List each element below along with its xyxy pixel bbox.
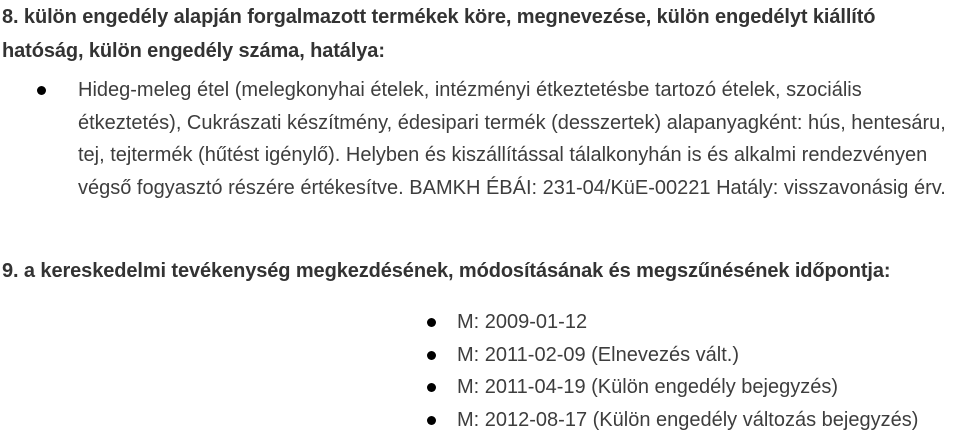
- section-8-heading: 8. külön engedély alapján forgalmazott termékek köre, megnevezése, külön engedélyt kiállító hatóság, külön engedély száma, hatálya:: [2, 0, 952, 68]
- bullet-icon: [427, 416, 436, 425]
- list-item: [0, 339, 960, 372]
- bullet-icon: [427, 318, 436, 327]
- list-item: [0, 74, 960, 204]
- list-item-text: Hideg-meleg étel (melegkonyhai ételek, intézményi étkeztetésbe tartozó ételek, szociális étkeztetés), Cukrászati készítmény, édesipari termék (desszertek) alapanyagként: hús, hentesáru, tej, tejtermék (hűtést igénylő). Helyben és kiszállítással tálalkonyhán is és alkalmi rendezvényen végső fogyasztó részére értékesítve. BAMKH ÉBÁI: 231-04/KüE-00221 Hatály: visszavonásig érv.: [78, 79, 946, 199]
- list-item: [0, 306, 960, 339]
- list-item: [0, 371, 960, 404]
- section-9-heading: 9. a kereskedelmi tevékenység megkezdésének, módosításának és megszűnésének időpontja:: [2, 254, 952, 288]
- bullet-icon: [427, 351, 436, 360]
- list-item-text: M: 2012-08-17 (Külön engedély változás bejegyzés): [457, 409, 918, 431]
- list-item-text: M: 2011-02-09 (Elnevezés vált.): [457, 344, 739, 366]
- list-item-text: M: 2009-01-12: [457, 311, 587, 333]
- section-9-list: [0, 306, 960, 436]
- bullet-icon: [37, 86, 46, 95]
- section-8-list: [0, 74, 960, 204]
- bullet-icon: [427, 383, 436, 392]
- list-item: [0, 404, 960, 436]
- list-item-text: M: 2011-04-19 (Külön engedély bejegyzés): [457, 376, 838, 398]
